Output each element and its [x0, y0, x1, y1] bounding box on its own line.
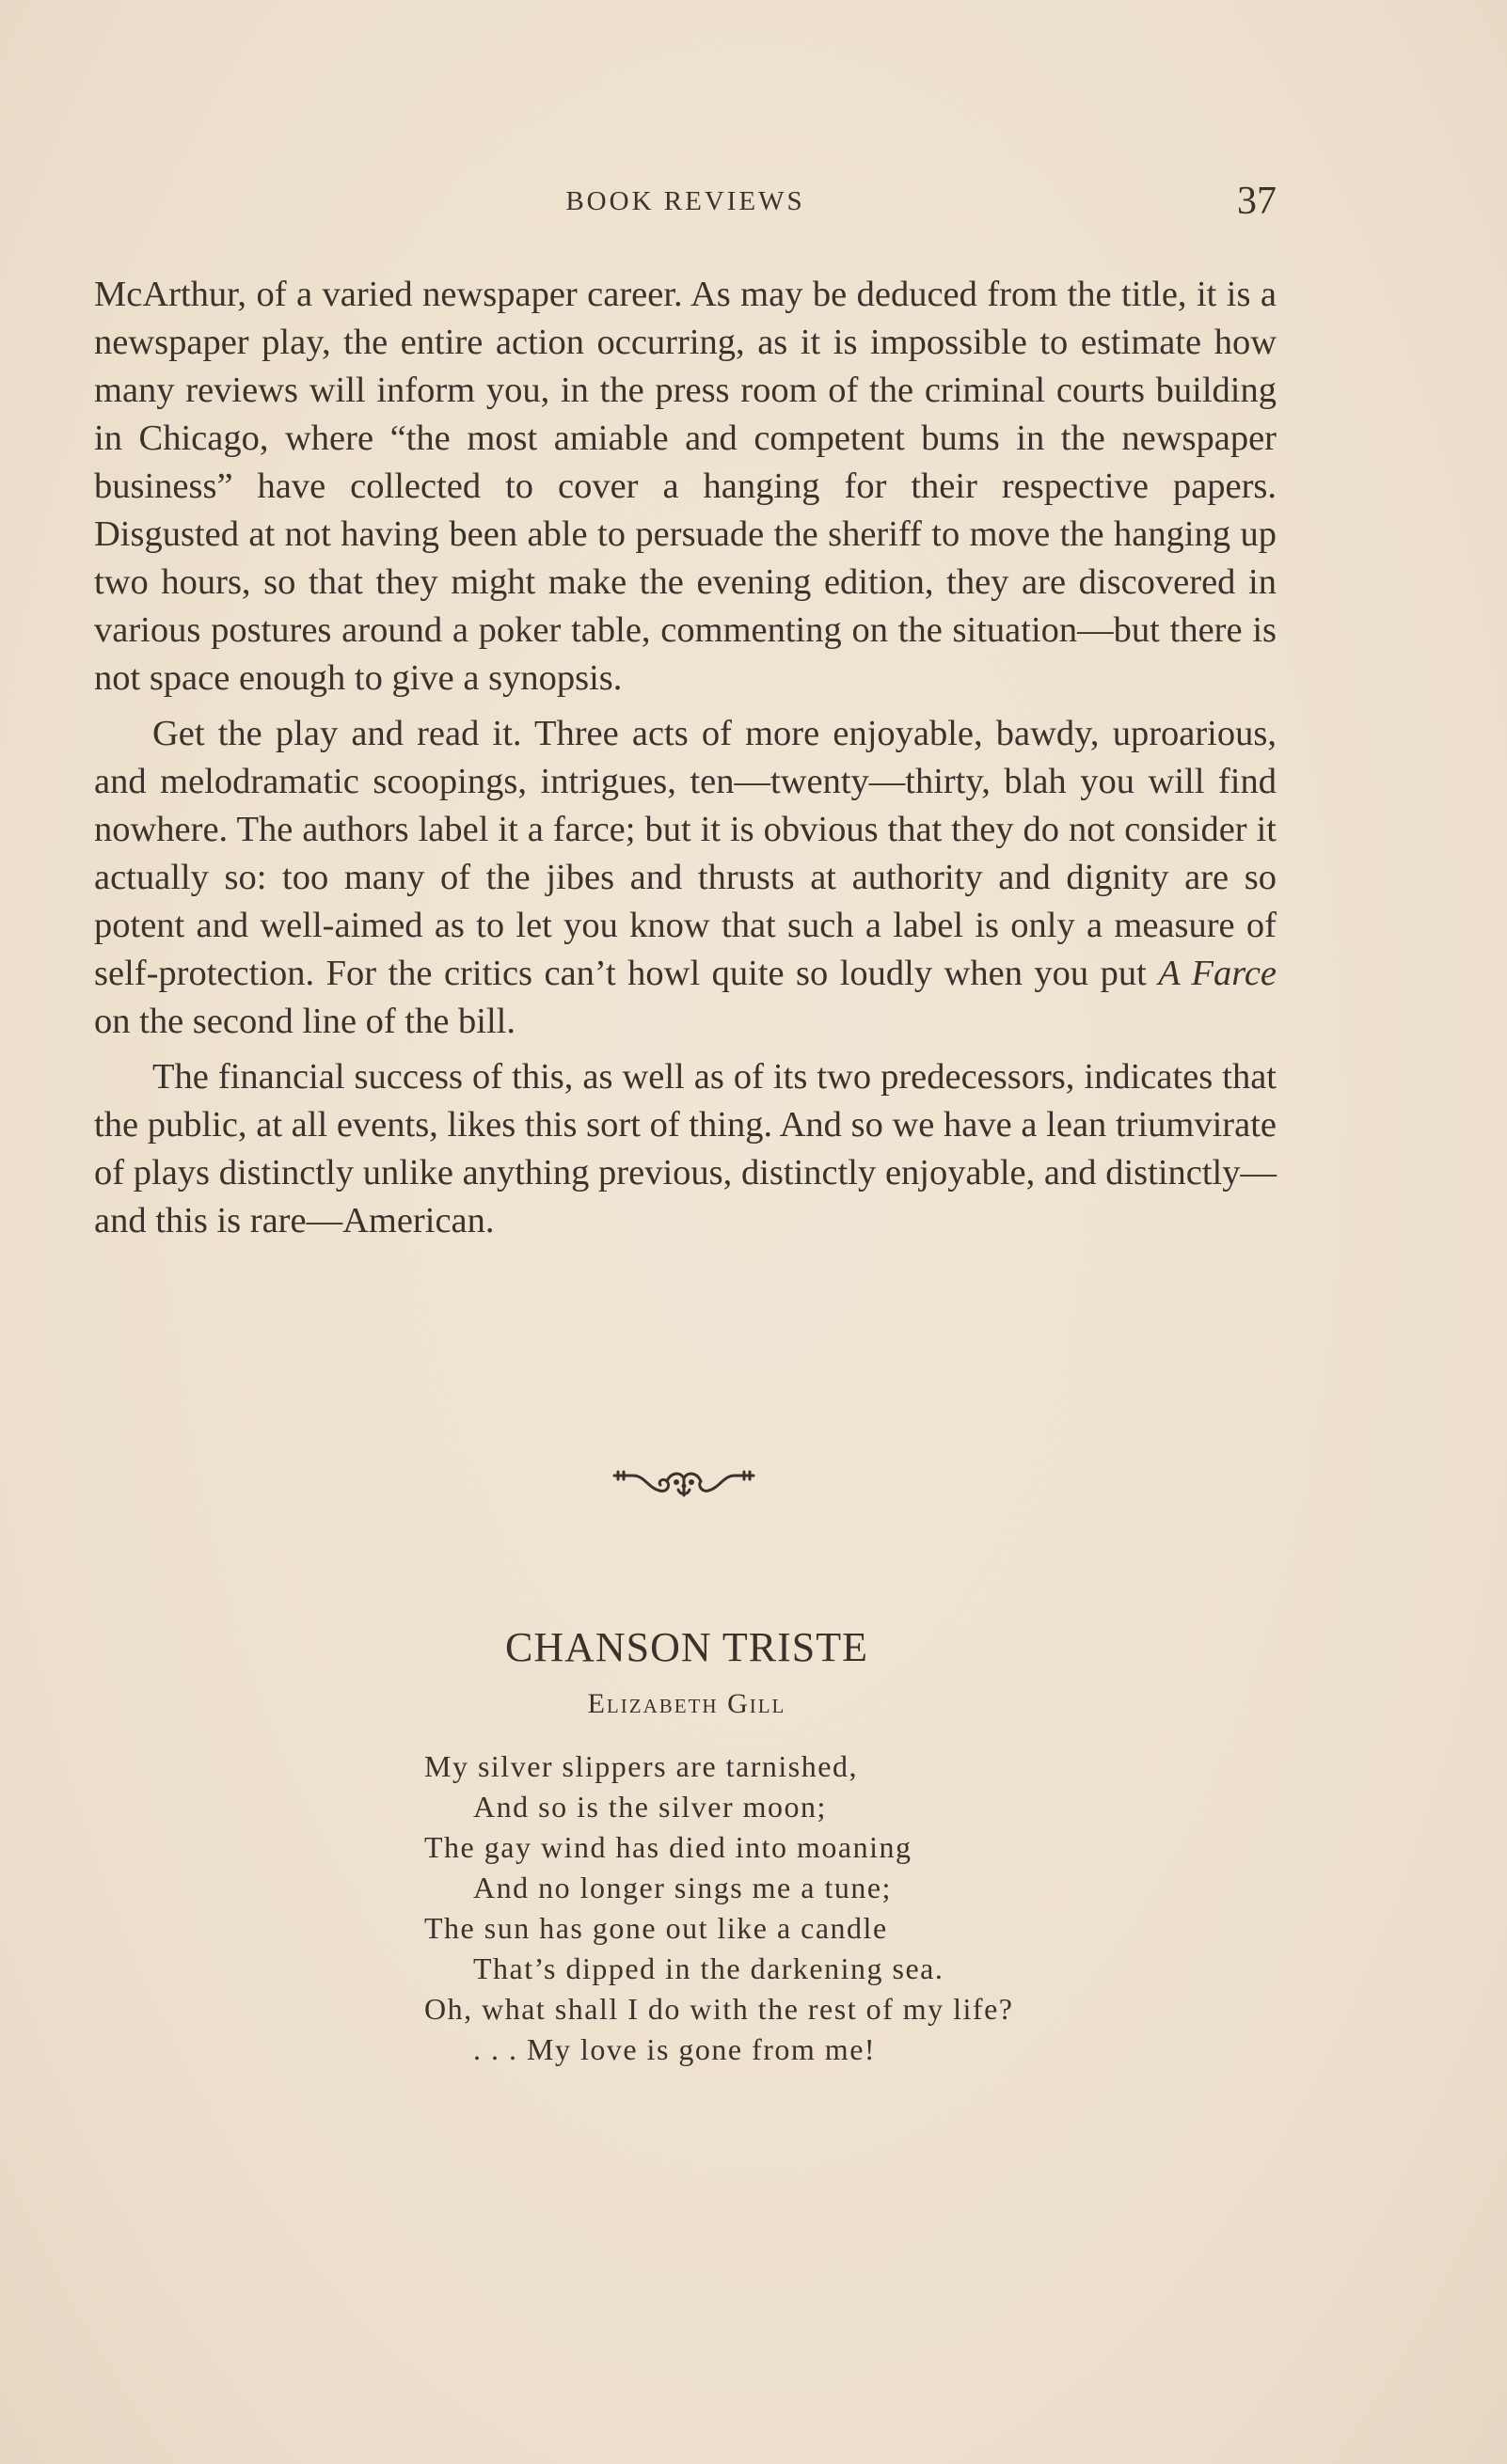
poem-line: That’s dipped in the darkening sea. [473, 1951, 944, 1985]
poem-line: Oh, what shall I do with the rest of my life? [424, 1992, 1014, 2026]
running-head [94, 179, 1277, 226]
poem-line: My silver slippers are tarnished, [424, 1749, 858, 1783]
poem-body [424, 1746, 1177, 2070]
poem-title: CHANSON TRISTE [504, 1624, 868, 1670]
paragraph-2-text-before: Get the play and read it. Three acts of more enjoyable, bawdy, uproarious, and melodramatic scoopings, intrigues, ten—twenty—thirty, blah you will find nowhere. The authors label it a farce; but it is obvious that they do not consider it actually so: too many of the jibes and thrusts at authority and dignity are so potent and well-aimed as to let you know that such a label is only a measure of self-protection. For the critics can’t howl quite so loudly when you put [94, 714, 1277, 993]
poem-author: Elizabeth Gill [587, 1688, 786, 1719]
poem-line: And no longer sings me a tune; [473, 1871, 892, 1904]
poem-line: The sun has gone out like a candle [424, 1911, 888, 1945]
paragraph-2-italic-title: A Farce [1158, 954, 1277, 993]
running-title: BOOK REVIEWS [565, 186, 805, 216]
poem-line: And so is the silver moon; [473, 1790, 827, 1824]
paragraph-2-text-after: on the second line of the bill. [94, 1002, 516, 1041]
paragraph-2 [94, 710, 1277, 1046]
poem-line: . . . My love is gone from me! [473, 2032, 877, 2066]
decorative-ornament-icon [612, 1465, 755, 1501]
page-number: 37 [1237, 180, 1277, 223]
poem-line: The gay wind has died into moaning [424, 1830, 912, 1864]
paragraph-1: McArthur, of a varied newspaper career. As may be deduced from the title, it is a newspaper play, the entire action occurring, as it is impossible to estimate how many reviews will inform you, in the press room of the criminal courts building in Chicago, where “the most amiable and competent bums in the newspaper business” have collected to cover a hanging for their respective papers. Disgusted at not having been able to persuade the sheriff to move the hanging up two hours, so that they might make the evening edition, they are discovered in various postures around a poker table, commenting on the situation—but there is not space enough to give a synopsis. [94, 275, 1277, 698]
paragraph-3: The financial success of this, as well as of its two predecessors, indicates that the public, at all events, likes this sort of thing. And so we have a lean triumvirate of plays distinctly unlike anything previous, distinctly enjoyable, and distinctly—and this is rare—American. [94, 1057, 1277, 1240]
review-body [94, 271, 1277, 1253]
